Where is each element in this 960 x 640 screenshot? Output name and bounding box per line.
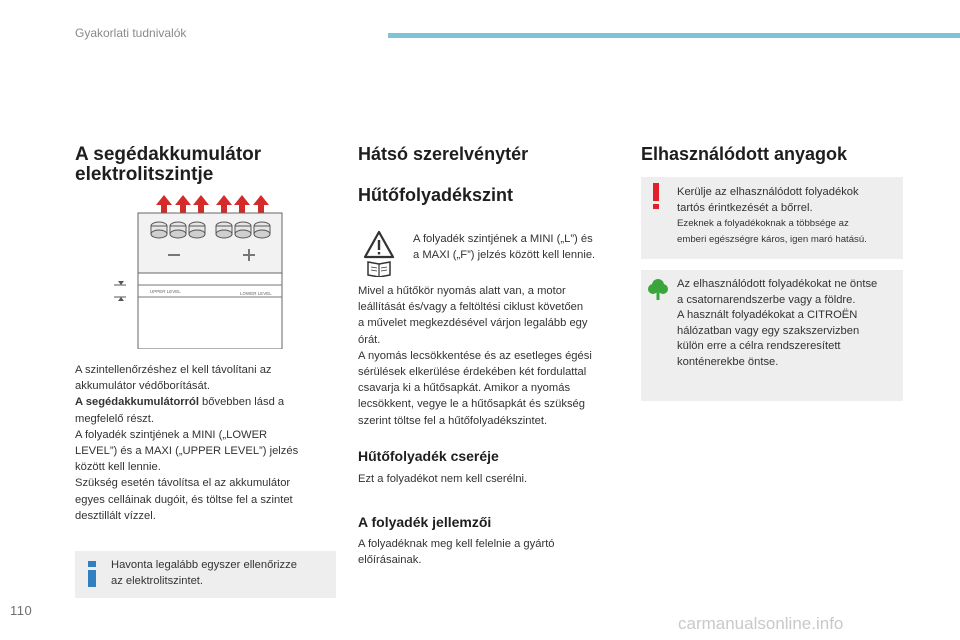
battery-reference-link[interactable]: A segédakkumulátorról: [75, 396, 199, 409]
coolant-instructions: Mivel a hűtőkör nyomás alatt van, a motor leállítását és/vagy a feltöltési ciklust követően a művelet megkezdésével várjon legalább egy órát. A nyomás lecsökkentése és az esetleges égési sérülések elkerülése érdekében két fordulattal csavarja ki a hűtősapkát. Amikor a nyomás lecsökkent, vegye le a hűtősapkát és szükség szerint töltse fel a hűtőfolyadékszintet.: [358, 285, 592, 427]
warning-manual-icon: [363, 229, 395, 277]
red-up-arrows-icon: [156, 195, 269, 213]
header-accent-bar: [388, 33, 960, 38]
fluid-spec-text: A folyadéknak meg kell felelnie a gyártó előírásainak.: [358, 538, 555, 567]
coolant-level-title: Hűtőfolyadékszint: [358, 185, 514, 205]
battery-instructions: A szintellenőrzéshez el kell távolítani az akkumulátor védőborítását. A segédakkumulátorról bővebben lásd a megfelelő részt. A folyadék szintjének a MINI („LOWER LEVEL”) és a MAXI („UPPER LEVEL”) jelzés között kell lennie. Szükség esetén távolítsa el az akkumulátor egyes celláinak dugóit, és töltse fel a szintet desztillált vízzel.: [75, 364, 299, 522]
lower-level-label: LOWER LEVEL: [240, 291, 272, 296]
eco-note-text: Az elhasználódott folyadékokat ne öntse a csatornarendszerbe vagy a földre. A használt folyadékokat a CITROËN hálózatban vagy egy szakszervizben külön erre a célra rendszeresített konténerekbe öntse.: [677, 278, 878, 368]
info-icon: [86, 561, 98, 587]
fluid-spec-title: A folyadék jellemzői: [358, 514, 492, 530]
used-materials-title: Elhasználódott anyagok: [641, 144, 848, 164]
battery-illustration: [112, 193, 308, 349]
page-number: 110: [10, 603, 33, 618]
warning-note-text: Kerülje az elhasználódott folyadékok tartós érintkezését a bőrrel. Ezeknek a folyadékoknak a többsége az emberi egészségre káros, igen maró hatású.: [677, 186, 867, 245]
coolant-change-text: Ezt a folyadékot nem kell cserélni.: [358, 473, 528, 485]
upper-level-label: UPPER LEVEL: [150, 289, 181, 294]
info-note-text: Havonta legalább egyszer ellenőrizze az elektrolitszintet.: [111, 559, 297, 587]
battery-section-title: A segédakkumulátor elektrolitszintje: [75, 144, 262, 185]
page-header-title: Gyakorlati tudnivalók: [75, 26, 187, 40]
coolant-level-warning: A folyadék szintjének a MINI („L”) és a MAXI („F”) jelzés között kell lennie.: [413, 233, 596, 262]
coolant-change-title: Hűtőfolyadék cseréje: [358, 448, 499, 464]
level-marker-icon: [114, 281, 126, 301]
rear-compartment-title: Hátsó szerelvénytér: [358, 144, 529, 164]
exclamation-icon: [650, 183, 662, 209]
tree-eco-icon: [648, 278, 668, 300]
watermark-text: carmanualsonline.info: [678, 614, 844, 633]
